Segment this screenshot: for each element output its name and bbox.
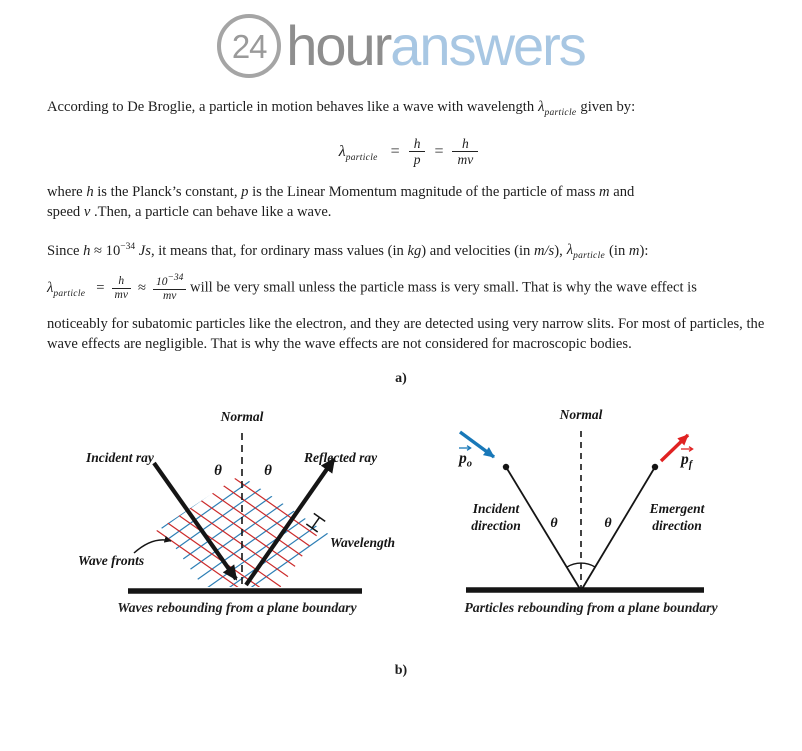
logo-word-hour: hour (286, 14, 391, 77)
paragraph-inline-formula: $\lambda_{particle}$ = $\frac{h}{mv}$ ≈ $\frac{10^{-34}}{mv}$ will be very small unless the particle mass is very small. That is why the wave effect is (47, 273, 697, 303)
reflected-ray (246, 459, 334, 585)
wave-fronts-label: Wave fronts (78, 553, 145, 569)
reflected-wavefronts (131, 421, 331, 608)
answer-text (0, 98, 802, 355)
diagrams-region (0, 397, 802, 637)
intro-text: According to De Broglie, a particle in motion behaves like a wave with wavelength (47, 99, 535, 115)
wavelength-bracket (306, 514, 325, 533)
logo-24houranswers (0, 0, 802, 78)
emergent-direction-label-2: direction (652, 518, 702, 534)
intro-text-end: given by: (580, 99, 636, 115)
lambda-particle-symbol: $\lambda_{particle}$ (47, 279, 86, 299)
emergent-particle-dot (652, 464, 658, 470)
particle-diagram-caption: Particles rebounding from a plane boundary (464, 600, 718, 616)
de-broglie-display-formula: $\lambda_{particle}$ = $\frac{h}{p}$ = $\frac{h}{mv}$ (47, 136, 766, 168)
section-label-a: a) (395, 371, 407, 387)
normal-label: Normal (559, 407, 603, 423)
fraction-h-over-mv-inline: $\frac{h}{mv}$ (112, 275, 131, 302)
final-momentum-label: $p_f$ (681, 451, 693, 471)
wavelength-label: Wavelength (330, 535, 395, 551)
initial-momentum-label: $p_o$ (459, 450, 472, 470)
lambda-particle-symbol: $\lambda_{particle}$ (566, 242, 606, 262)
wave-diagram (50, 405, 420, 620)
incident-direction-label-2: direction (471, 518, 521, 534)
paragraph-definitions: where h is the Planck’s constant, p is the Linear Momentum magnitude of the particle of mass m and speed v .Then, a particle can behave like a wave. (47, 183, 635, 220)
fraction-ten-over-mv: $\frac{10^{-34}}{mv}$ (153, 273, 186, 303)
fraction-h-over-mv: $\frac{h}{mv}$ (452, 136, 478, 168)
incident-ray-label: Incident ray (86, 450, 154, 466)
theta-incident-label: θ (214, 463, 222, 480)
paragraph-since-h: Since $h \approx 10^{-34}$ Js, it means that, for ordinary mass values (in kg) and velocities (in m/s), $\lambda_{particle}$ (in m): (47, 241, 649, 262)
emergent-direction-label-1: Emergent (649, 501, 705, 517)
theta-emergent-label: θ (604, 516, 612, 532)
theta-reflected-label: θ (264, 463, 272, 480)
incident-particle-dot (503, 464, 509, 470)
logo-word-answers: answers (390, 14, 585, 77)
section-label-b: b) (394, 663, 408, 679)
paragraph-conclusion: noticeably for subatomic particles like the electron, and they are detected using very narrow slits. For most of particles, the wave effects are negligible. That is why the wave effects are not considered for macroscopic bodies. (47, 316, 765, 353)
theta-incident-label: θ (550, 516, 558, 532)
wave-diagram-caption: Waves rebounding from a plane boundary (117, 600, 357, 616)
particle-diagram (430, 403, 790, 603)
incident-direction-label-1: Incident (472, 501, 520, 517)
emergent-direction-line (582, 467, 655, 589)
incident-ray (154, 463, 236, 579)
lambda-particle-symbol: $\lambda_{particle}$ (538, 99, 577, 118)
logo-circle-24 (217, 14, 281, 78)
logo-number: 24 (231, 27, 267, 65)
fraction-h-over-p: $\frac{h}{p}$ (409, 136, 426, 168)
reflected-ray-label: Reflected ray (304, 450, 378, 466)
normal-label: Normal (220, 409, 264, 425)
p4-text: will be very small unless the particle mass is very small. That is why the wave effect is (186, 279, 697, 296)
lambda-particle-symbol: $\lambda_{particle}$ (338, 142, 378, 163)
paragraph-intro (47, 98, 766, 120)
wavefronts-pointer-arrow (134, 540, 171, 553)
